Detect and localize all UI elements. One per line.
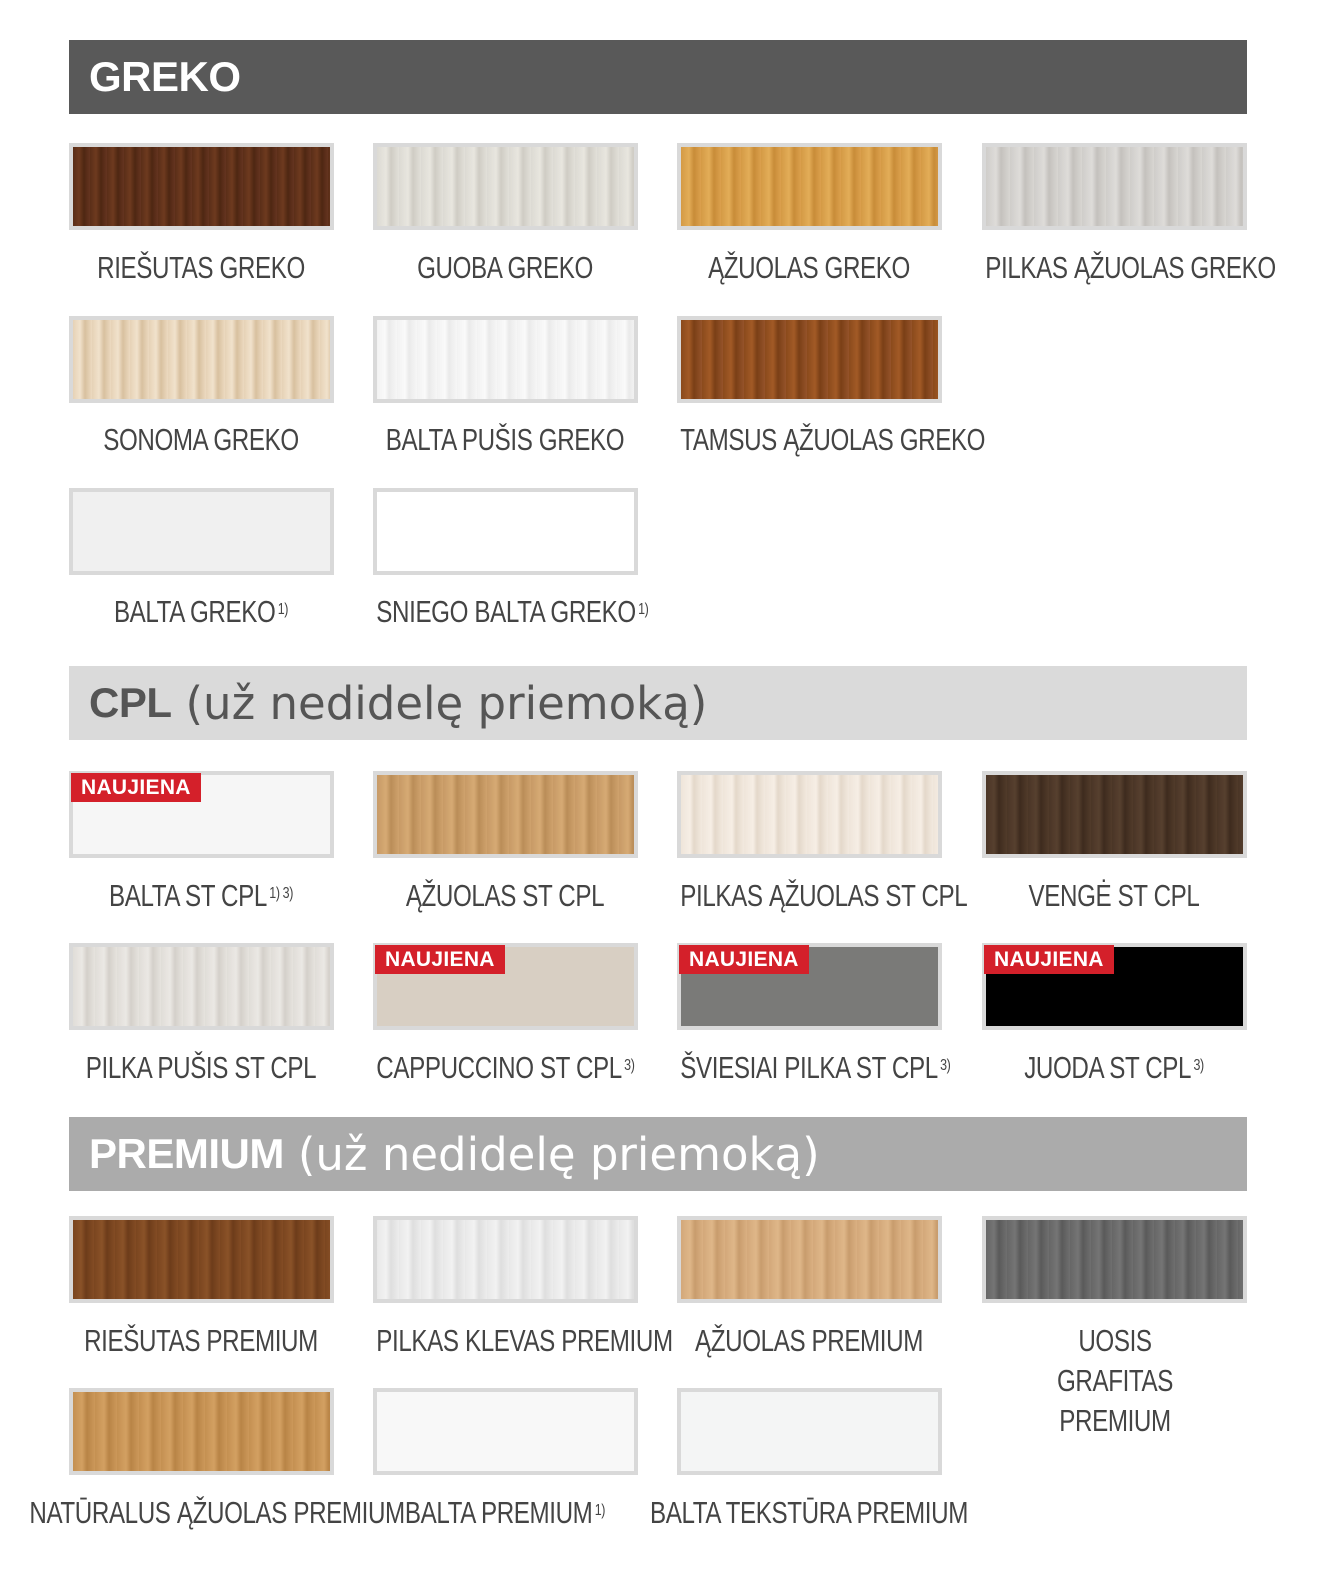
swatch-label: PILKAS ĄŽUOLAS ST CPL [680, 878, 968, 913]
section-header-premium [69, 1117, 1247, 1191]
footnote-mark: 1) [594, 1502, 606, 1519]
swatch-label: TAMSUS ĄŽUOLAS GREKO [680, 422, 986, 457]
section-title: GREKO [89, 53, 241, 100]
footnote-mark: 1) 3) [269, 885, 293, 902]
swatch-sonoma-greko[interactable] [69, 316, 334, 403]
swatch-label: SONOMA GREKO [103, 422, 299, 457]
swatch-uosis-grafitas-premium[interactable] [982, 1216, 1247, 1303]
swatch-balta-pusis-greko[interactable] [373, 316, 638, 403]
swatch-pilka-pusis-st-cpl[interactable] [69, 943, 334, 1030]
swatch-riesutas-premium[interactable] [69, 1216, 334, 1303]
swatch-balta-greko[interactable] [69, 488, 334, 575]
swatch-sviesiai-pilka-st-cpl[interactable] [677, 943, 942, 1030]
swatch-pilkas-azuolas-greko[interactable] [982, 143, 1247, 230]
swatch-label: SNIEGO BALTA GREKO $^{1)}$ [376, 594, 649, 629]
footnote-mark: 3) [624, 1057, 635, 1074]
section-subtitle: (už nedidelę priemoką) [297, 1127, 820, 1181]
section-header-greko [69, 40, 1247, 114]
new-badge: NAUJIENA [984, 945, 1114, 974]
section-title: PREMIUM [89, 1130, 284, 1177]
section-header-cpl [69, 666, 1247, 740]
swatch-label: ŠVIESIAI PILKA ST CPL $^{3)}$ [680, 1050, 951, 1085]
swatch-label: ĄŽUOLAS ST CPL [405, 878, 605, 913]
swatch-azuolas-greko[interactable] [677, 143, 942, 230]
swatch-label: NATŪRALUS ĄŽUOLAS PREMIUM [29, 1495, 405, 1530]
new-badge: NAUJIENA [679, 945, 809, 974]
new-badge: NAUJIENA [71, 773, 201, 802]
swatch-label: UOSIS GRAFITAS PREMIUM [1056, 1323, 1174, 1438]
swatch-naturalus-azuolas-premium[interactable] [69, 1388, 334, 1475]
swatch-balta-st-cpl[interactable] [69, 771, 334, 858]
swatch-label: PILKAS ĄŽUOLAS GREKO [985, 250, 1276, 285]
swatch-label: PILKAS KLEVAS PREMIUM [376, 1323, 673, 1358]
swatch-label: BALTA PUŠIS GREKO [385, 422, 625, 457]
footnote-mark: 3) [940, 1057, 951, 1074]
section-subtitle: (už nedidelę priemoką) [185, 676, 708, 730]
swatch-label: ĄŽUOLAS PREMIUM [695, 1323, 923, 1358]
swatch-juoda-st-cpl[interactable] [982, 943, 1247, 1030]
swatch-label: PILKA PUŠIS ST CPL [85, 1050, 317, 1085]
footnote-mark: 1) [277, 601, 289, 618]
footnote-mark: 3) [1193, 1057, 1204, 1074]
swatch-azuolas-premium[interactable] [677, 1216, 942, 1303]
swatch-label: BALTA ST CPL $^{1) 3)}$ [108, 878, 293, 913]
swatch-label: ĄŽUOLAS GREKO [708, 250, 910, 285]
new-badge: NAUJIENA [375, 945, 505, 974]
swatch-label: RIEŠUTAS GREKO [97, 250, 305, 285]
swatch-azuolas-st-cpl[interactable] [373, 771, 638, 858]
swatch-pilkas-azuolas-st-cpl[interactable] [677, 771, 942, 858]
swatch-label: BALTA GREKO $^{1)}$ [113, 594, 289, 629]
swatch-label: VENGĖ ST CPL [1028, 878, 1200, 913]
swatch-label: GUOBA GREKO [417, 250, 593, 285]
swatch-cappuccino-st-cpl[interactable] [373, 943, 638, 1030]
swatch-guoba-greko[interactable] [373, 143, 638, 230]
swatch-balta-tekstura-premium[interactable] [677, 1388, 942, 1475]
swatch-label: BALTA TEKSTŪRA PREMIUM [650, 1495, 968, 1530]
swatch-pilkas-klevas-premium[interactable] [373, 1216, 638, 1303]
swatch-balta-premium[interactable] [373, 1388, 638, 1475]
swatch-sniego-balta-greko[interactable] [373, 488, 638, 575]
swatch-riesutas-greko[interactable] [69, 143, 334, 230]
section-title: CPL [89, 679, 172, 726]
swatch-label: RIEŠUTAS PREMIUM [84, 1323, 318, 1358]
swatch-label: JUODA ST CPL $^{3)}$ [1024, 1050, 1204, 1085]
swatch-tamsus-azuolas-greko[interactable] [677, 316, 942, 403]
swatch-label: BALTA PREMIUM $^{1)}$ [404, 1495, 606, 1530]
swatch-label: CAPPUCCINO ST CPL $^{3)}$ [376, 1050, 635, 1085]
swatch-venge-st-cpl[interactable] [982, 771, 1247, 858]
footnote-mark: 1) [638, 601, 649, 618]
